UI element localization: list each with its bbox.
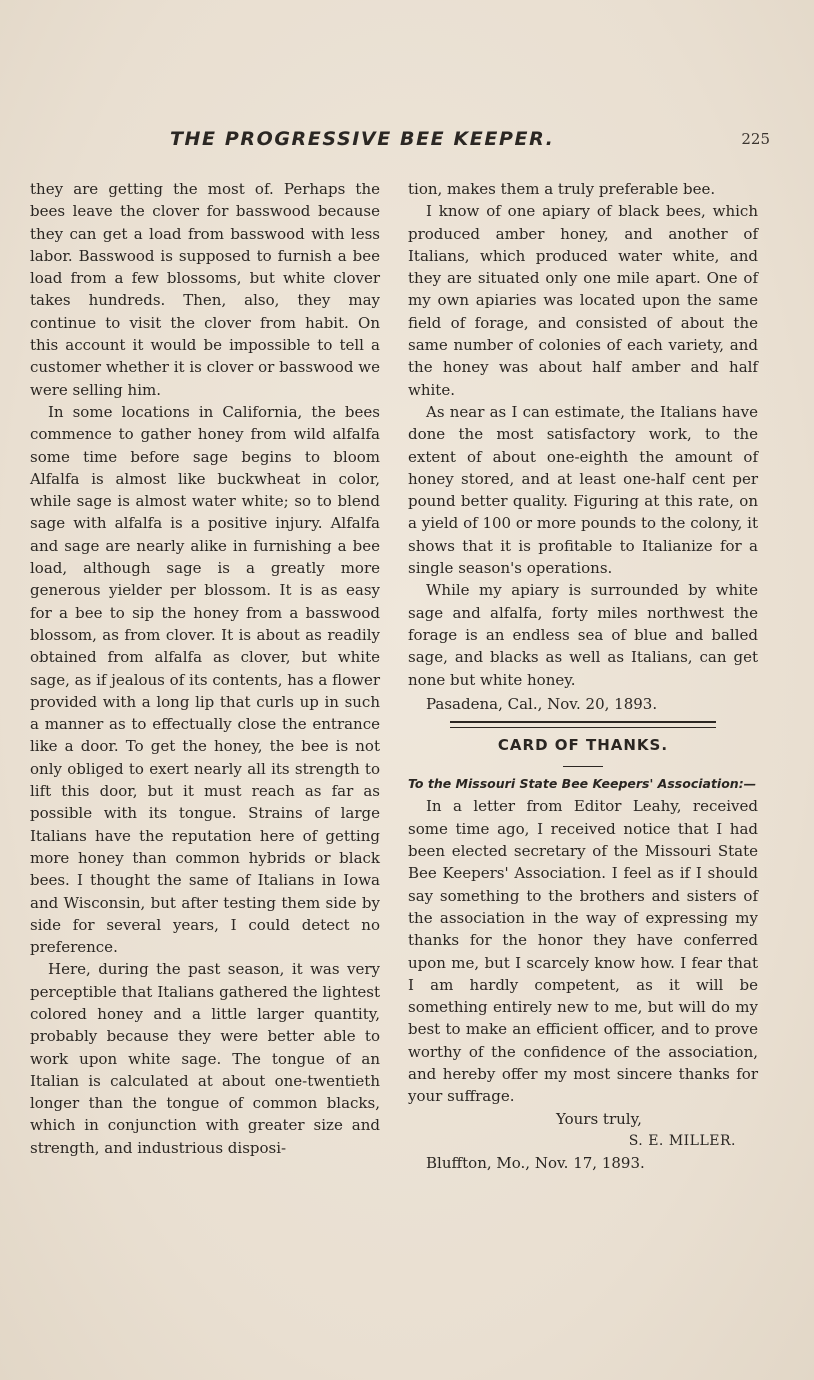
letter-closing: Yours truly, bbox=[556, 1109, 642, 1128]
card-of-thanks-heading: CARD OF THANKS. bbox=[497, 736, 669, 755]
right-column bbox=[408, 178, 758, 1174]
article-place-date: Pasadena, Cal., Nov. 20, 1893. bbox=[426, 694, 658, 713]
paragraph: they are getting the most of. Perhaps the bees leave the clover for basswood because they can get a load from basswood with less labor. Basswood is supposed to furnish a bee load from a few blossoms, but white clover takes hundreds. Then, also, they may continue to visit the clover from habit. On this account it would be impossible to tell a customer whether it is clover or basswood we were selling him. bbox=[30, 180, 381, 399]
left-column bbox=[30, 178, 380, 1159]
letter-place-date: Bluffton, Mo., Nov. 17, 1893. bbox=[426, 1154, 645, 1173]
paragraph: As near as I can estimate, the Italians have done the most satisfactory work, to the extent of about one-eighth the amount of honey stored, and at least one-half cent per pound better quality. Figuring at this rate, on a yield of 100 or more pounds to the colony, it shows that it is profitable to Italianize for a single season's operations. bbox=[408, 402, 758, 578]
paragraph: Here, during the past season, it was very perceptible that Italians gathered the lightest colored honey and a little larger quantity, probably because they were better able to work upon white sage. The tongue of an Italian is calculated at about one-twentieth longer than the tongue of common blacks, which in conjunction with greater size and strength, and industrious disposi- bbox=[30, 960, 380, 1157]
letter-body: In a letter from Editor Leahy, received some time ago, I received notice that I had been elected secretary of the Missouri State Bee Keepers' Association. I feel as if I should say something to the brothers and sisters of the association in the way of expressing my thanks for the honor they have conferred upon me, but I scarcely know how. I fear that I am hardly competent, as it will be something entirely new to me, but will do my best to make an efficient officer, and to prove worthy of the confidence of the association, and hereby offer my most sincere thanks for your suffrage. bbox=[408, 797, 758, 1106]
letter-salutation: To the Missouri State Bee Keepers' Association:— bbox=[408, 776, 757, 792]
paragraph: I know of one apiary of black bees, which produced amber honey, and another of Italians, which produced water white, and they are situated only one mile apart. One of my own apiaries was located upon the same field of forage, and consisted of about the same number of colonies of each variety, and the honey was about half amber and half white. bbox=[408, 202, 758, 399]
section-divider bbox=[450, 721, 716, 728]
letter-signature: S. E. MILLER. bbox=[628, 1132, 736, 1149]
page-number: 225 bbox=[741, 130, 770, 148]
paragraph: tion, makes them a truly preferable bee. bbox=[408, 180, 716, 198]
paragraph: In some locations in California, the bees commence to gather honey from wild alfalfa some time before sage begins to bloom Alfalfa is almost like buckwheat in color, while sage is almost water white; so to blend sage with alfalfa is a positive injury. Alfalfa and sage are nearly alike in furnishing a bee load, although sage is a greatly more generous yielder per blossom. It is as easy for a bee to sip the honey from a basswood blossom, as from clover. It is about as readily obtained from alfalfa as clover, but white sage, as if jealous of its contents, has a flower provided with a long lip that curls up in such a manner as to effectually close the entrance like a door. To get the honey, the bee is not only obliged to exert nearly all its strength to lift this door, but it must reach as far as possible with its tongue. Strains of large Italians have the reputation here of getting more honey than common hybrids or black bees. I thought the same of Italians in Iowa and Wisconsin, but after testing them side by side for several years, I could detect no preference. bbox=[30, 402, 380, 957]
publication-title: THE PROGRESSIVE BEE KEEPER. bbox=[170, 128, 555, 150]
page-header bbox=[30, 128, 770, 154]
paragraph: While my apiary is surrounded by white sage and alfalfa, forty miles northwest the forage is an endless sea of blue and balled sage, and blacks as well as Italians, can get none but white honey. bbox=[408, 581, 758, 689]
short-divider bbox=[563, 766, 603, 767]
